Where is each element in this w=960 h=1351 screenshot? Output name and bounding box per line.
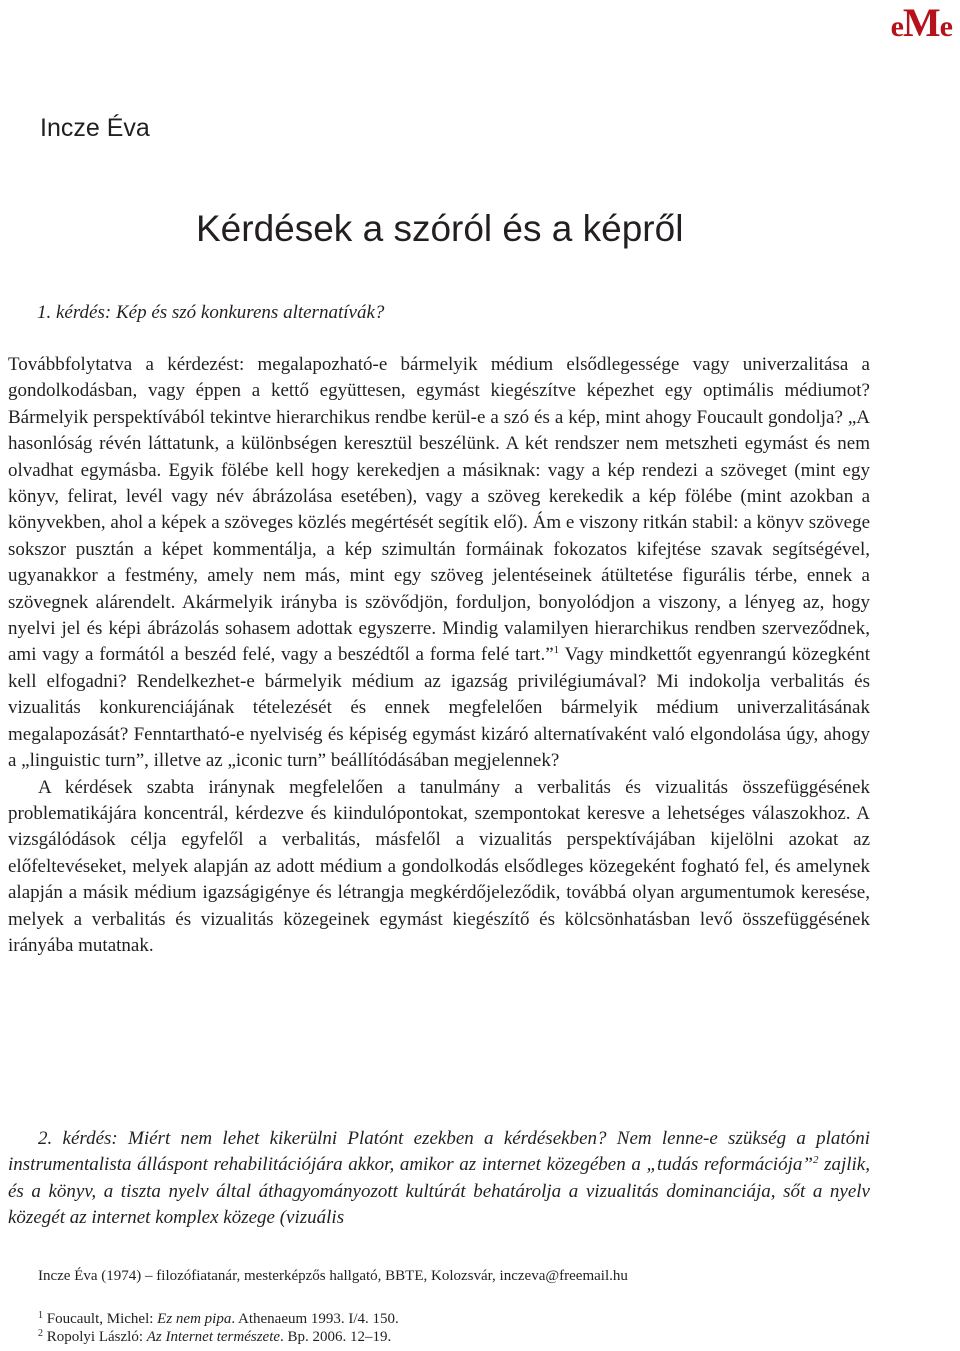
author-bio: Incze Éva (1974) – filozófiatanár, mesterképzős hallgató, BBTE, Kolozsvár, inczeva@freemail.hu [38,1268,628,1284]
footnote-1-pre: Foucault, Michel: [46,1311,158,1327]
footnote-2-number: 2 [38,1328,43,1339]
article-title: Kérdések a szóról és a képről [196,208,684,249]
footnote-ref-2[interactable]: 2 [812,1154,819,1167]
footnote-1-title: Ez nem pipa [157,1311,232,1327]
footnote-1-post: . Athenaeum 1993. I/4. 150. [231,1311,399,1327]
question-2-paragraph [8,1126,870,1232]
footnote-ref-1[interactable]: 1 [553,644,560,657]
logo-letter-e: e [890,10,903,43]
paragraph-2: A kérdések szabta iránynak megfelelően a tanulmány a verbalitás és vizualitás összefüggésének problematikájára koncentrál, kérdezve és kiindulópontokat, szempontokat keresve a lehetséges válaszokhoz. A vizsgálódások célja egyfelől a verbalitás, másfelől a vizualitás perspektívájában kijelölni azokat az előfeltevéseket, melyek alapján az adott médium a gondolkodás elsődleges közegeként fogható fel, és amelynek alapján a másik médium igazságigénye és létrangja megkérdőjeleződik, továbbá olyan argumentumok keresése, melyek a verbalitás és vizualitás közegeinek egymást kiegészítő és kölcsönhatásban levő összefüggésének irányába mutatnak. [8,776,870,956]
paragraph-1-part-2: Vagy mindkettőt egyenrangú közegként kell elfogadni? Rendelkezhet-e bármelyik médium az igazság privilégiumával? Mi indokolja verbalitás és vizualitás konkurenciájának tételezését és ennek megfelelően bármelyik médium univerzalitásának megalapozását? Fenntartható-e nyelviség és képiség egymást kizáró alternatívaként való elgondolása úgy, ahogy a „linguistic turn”, illetve az „iconic turn” beállítódásában megjelennek? [8,644,870,772]
article-body [8,352,870,959]
footnote-1-number: 1 [38,1310,43,1321]
question-2-section [8,1126,870,1232]
footnote-2-pre: Ropolyi László: [46,1329,147,1345]
paragraph-1 [8,352,870,775]
logo-letter-e2: e [939,10,952,43]
footnote-2-post: . Bp. 2006. 12–19. [280,1329,392,1345]
paragraph-1-part-1: Továbbfolytatva a kérdezést: megalapozható-e bármelyik médium elsődlegessége vagy univerzalitása a gondolkodásban, vagy éppen a kettő együttesen, egymást kiegészítve képezhet egy optimális médiumot? Bármelyik perspektívából tekintve hierarchikus rendbe kerül-e a szó és a kép, mint ahogy Foucault gondolja? „A hasonlóság révén láttatunk, a különbségen keresztül beszélünk. A két rendszer nem metszheti egymást és nem olvadhat egymásba. Egyik fölébe kell hogy kerekedjen a másiknak: vagy a kép rendezi a szöveget (mint egy könyv, felirat, levél vagy név ábrázolása esetében), vagy a szöveg kerekedik a kép fölébe (mint azokban a könyvekben, ahol a képek a szöveges közlés megértését segítik elő). Ám e viszony ritkán stabil: a könyv szövege sokszor pusztán a képet kommentálja, a kép szimultán formáinak fokozatos kifejtése szavak segítségével, ugyanakkor a festmény, amely nem más, mint egy szöveg jelentéseinek átültetése figurális térbe, ennek a szövegnek alárendelt. Akármelyik irányba is szövődjön, forduljon, bonyolódjon a viszony, a lényeg az, hogy nyelvi jel és képi ábrázolás sohasem adottak egyszerre. Mindig valamilyen hierarchikus rendben szerveződnek, ami vagy a formától a beszéd felé, vagy a beszédtől a forma felé tart.” [8,354,870,666]
footnote-2-title: Az Internet természete [146,1329,281,1345]
question-1-heading: 1. kérdés: Kép és szó konkurens alternatívák? [37,302,385,323]
question-2-part-1: 2. kérdés: Miért nem lehet kikerülni Platónt ezekben a kérdésekben? Nem lenne-e szükség a platóni instrumentalista álláspont rehabilitációjára akkor, amikor az internet közegében a „tudás reformációja” [8,1128,870,1176]
journal-logo [891,0,952,50]
logo-letter-m: M [902,0,940,45]
question-2-part-2: zajlik, és a könyv, a tiszta nyelv által áthagyományozott kultúrát behatárolja a vizualitás dominanciája, sőt a nyelv közegét az internet komplex közege (vizuális [8,1154,870,1229]
footnote-2 [38,1327,391,1347]
author-name: Incze Éva [40,114,150,142]
footnote-1 [38,1309,399,1329]
